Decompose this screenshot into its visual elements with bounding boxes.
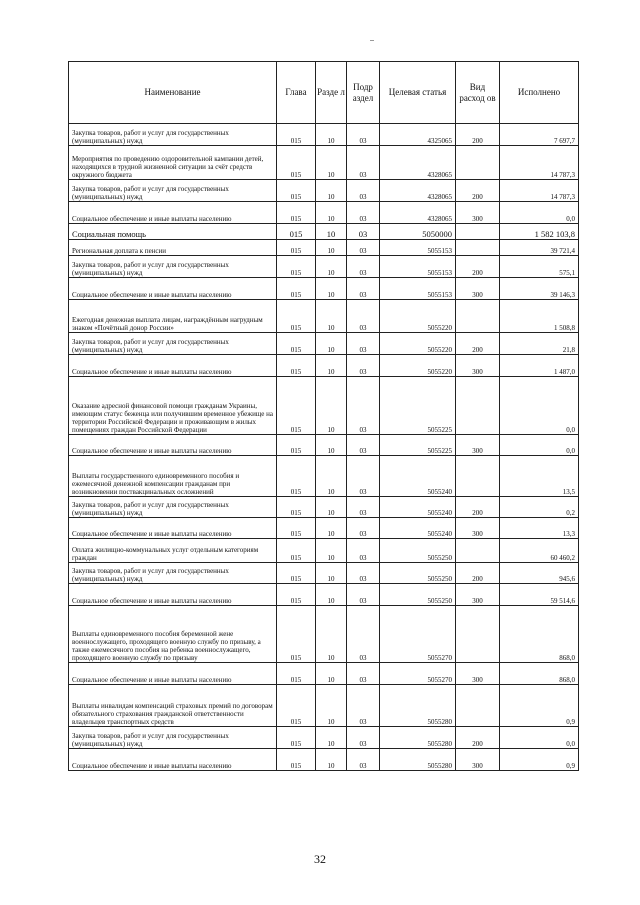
row-vid: 300 xyxy=(456,202,500,224)
row-amount: 868,0 xyxy=(500,606,579,663)
row-vid xyxy=(456,146,500,180)
row-amount: 0,9 xyxy=(500,685,579,727)
row-vid xyxy=(456,300,500,333)
row-amount: 1 508,8 xyxy=(500,300,579,333)
row-target: 5055280 xyxy=(380,727,456,749)
row-glava: 015 xyxy=(277,180,316,202)
row-razdel: 10 xyxy=(316,224,347,240)
row-name: Выплаты единовременного пособия беременной жене военнослужащего, проходящего военную службу по призыву, а также ежемесячного пособия на ребенка военнослужащего, проходящего военную службу по призыву xyxy=(69,606,277,663)
row-glava: 015 xyxy=(277,256,316,278)
row-glava: 015 xyxy=(277,202,316,224)
row-name: Социальное обеспечение и иные выплаты населению xyxy=(69,355,277,377)
row-target: 4328065 xyxy=(380,180,456,202)
table-row xyxy=(69,584,579,606)
row-name: Выплаты инвалидам компенсаций страховых премий по договорам обязательного страхования гражданской ответственности владельцев транспортных средств xyxy=(69,685,277,727)
header-podrazdel: Подр аздел xyxy=(347,62,380,124)
budget-execution-table xyxy=(68,61,579,771)
row-podrazdel: 03 xyxy=(347,749,380,771)
row-podrazdel: 03 xyxy=(347,146,380,180)
row-podrazdel: 03 xyxy=(347,563,380,584)
row-razdel: 10 xyxy=(316,749,347,771)
row-name: Социальное обеспечение и иные выплаты населению xyxy=(69,584,277,606)
header-name: Наименование xyxy=(69,62,277,124)
row-target: 5055220 xyxy=(380,300,456,333)
row-podrazdel: 03 xyxy=(347,278,380,300)
row-glava: 015 xyxy=(277,663,316,685)
row-name: Закупка товаров, работ и услуг для государственных (муниципальных) нужд xyxy=(69,727,277,749)
row-podrazdel: 03 xyxy=(347,180,380,202)
row-amount: 0,9 xyxy=(500,749,579,771)
row-name: Социальное обеспечение и иные выплаты населению xyxy=(69,749,277,771)
row-vid: 300 xyxy=(456,355,500,377)
row-amount: 0,0 xyxy=(500,727,579,749)
row-target: 5055250 xyxy=(380,539,456,563)
header-target: Целевая статья xyxy=(380,62,456,124)
row-amount: 1 582 103,8 xyxy=(500,224,579,240)
row-amount: 39 146,3 xyxy=(500,278,579,300)
row-name: Ежегодная денежная выплата лицам, награждённым нагрудным знаком «Почётный донор России» xyxy=(69,300,277,333)
table-header-row xyxy=(69,62,579,124)
table-row xyxy=(69,333,579,355)
row-target: 5055240 xyxy=(380,456,456,497)
row-glava: 015 xyxy=(277,685,316,727)
row-name: Социальное обеспечение и иные выплаты населению xyxy=(69,202,277,224)
row-target: 5055250 xyxy=(380,584,456,606)
row-razdel: 10 xyxy=(316,539,347,563)
table-row xyxy=(69,377,579,435)
row-target: 5055153 xyxy=(380,278,456,300)
row-name: Закупка товаров, работ и услуг для государственных (муниципальных) нужд xyxy=(69,563,277,584)
row-vid: 300 xyxy=(456,435,500,456)
row-vid: 200 xyxy=(456,727,500,749)
table-row xyxy=(69,146,579,180)
row-vid xyxy=(456,685,500,727)
row-amount: 21,8 xyxy=(500,333,579,355)
row-vid xyxy=(456,377,500,435)
row-amount: 868,0 xyxy=(500,663,579,685)
row-vid xyxy=(456,240,500,256)
table-row xyxy=(69,663,579,685)
header-glava: Глава xyxy=(277,62,316,124)
row-vid: 300 xyxy=(456,584,500,606)
row-name: Оплата жилищно-коммунальных услуг отдельным категориям граждан xyxy=(69,539,277,563)
row-podrazdel: 03 xyxy=(347,497,380,518)
row-glava: 015 xyxy=(277,333,316,355)
row-podrazdel: 03 xyxy=(347,224,380,240)
row-target: 5055270 xyxy=(380,606,456,663)
row-podrazdel: 03 xyxy=(347,685,380,727)
row-amount: 14 787,3 xyxy=(500,146,579,180)
row-vid: 200 xyxy=(456,124,500,146)
row-glava: 015 xyxy=(277,749,316,771)
row-name: Социальное обеспечение и иные выплаты населению xyxy=(69,435,277,456)
row-razdel: 10 xyxy=(316,727,347,749)
row-target: 5055280 xyxy=(380,749,456,771)
row-razdel: 10 xyxy=(316,202,347,224)
row-razdel: 10 xyxy=(316,456,347,497)
row-glava: 015 xyxy=(277,224,316,240)
row-podrazdel: 03 xyxy=(347,377,380,435)
row-glava: 015 xyxy=(277,456,316,497)
row-podrazdel: 03 xyxy=(347,456,380,497)
row-podrazdel: 03 xyxy=(347,124,380,146)
table-row xyxy=(69,124,579,146)
row-amount: 59 514,6 xyxy=(500,584,579,606)
row-razdel: 10 xyxy=(316,685,347,727)
row-name: Закупка товаров, работ и услуг для государственных (муниципальных) нужд xyxy=(69,180,277,202)
row-glava: 015 xyxy=(277,435,316,456)
row-amount: 60 460,2 xyxy=(500,539,579,563)
row-podrazdel: 03 xyxy=(347,202,380,224)
table-row xyxy=(69,749,579,771)
row-vid xyxy=(456,539,500,563)
table-row xyxy=(69,563,579,584)
row-razdel: 10 xyxy=(316,146,347,180)
row-target: 5055220 xyxy=(380,333,456,355)
header-vid: Вид расход ов xyxy=(456,62,500,124)
row-amount: 7 697,7 xyxy=(500,124,579,146)
row-glava: 015 xyxy=(277,377,316,435)
row-target: 4325065 xyxy=(380,124,456,146)
row-razdel: 10 xyxy=(316,518,347,539)
row-amount: 0,0 xyxy=(500,202,579,224)
row-amount: 13,3 xyxy=(500,518,579,539)
row-target: 5055225 xyxy=(380,435,456,456)
row-amount: 0,2 xyxy=(500,497,579,518)
row-glava: 015 xyxy=(277,300,316,333)
row-razdel: 10 xyxy=(316,584,347,606)
row-target: 5055270 xyxy=(380,663,456,685)
row-razdel: 10 xyxy=(316,256,347,278)
row-name: Социальное обеспечение и иные выплаты населению xyxy=(69,518,277,539)
row-glava: 015 xyxy=(277,355,316,377)
row-name: Выплаты государственного единовременного пособия и ежемесячной денежной компенсации гражданам при возникновении поствакцинальных осложнений xyxy=(69,456,277,497)
row-razdel: 10 xyxy=(316,333,347,355)
table-row xyxy=(69,240,579,256)
row-glava: 015 xyxy=(277,584,316,606)
row-name: Закупка товаров, работ и услуг для государственных (муниципальных) нужд xyxy=(69,497,277,518)
row-podrazdel: 03 xyxy=(347,240,380,256)
row-razdel: 10 xyxy=(316,606,347,663)
row-amount: 13,5 xyxy=(500,456,579,497)
row-vid: 300 xyxy=(456,749,500,771)
table-row xyxy=(69,224,579,240)
row-target: 5050000 xyxy=(380,224,456,240)
row-glava: 015 xyxy=(277,497,316,518)
row-amount: 39 721,4 xyxy=(500,240,579,256)
row-vid: 200 xyxy=(456,256,500,278)
table-row xyxy=(69,202,579,224)
row-name: Закупка товаров, работ и услуг для государственных (муниципальных) нужд xyxy=(69,333,277,355)
row-podrazdel: 03 xyxy=(347,663,380,685)
table-row xyxy=(69,685,579,727)
row-amount: 1 487,0 xyxy=(500,355,579,377)
row-vid xyxy=(456,456,500,497)
row-vid: 300 xyxy=(456,663,500,685)
row-podrazdel: 03 xyxy=(347,435,380,456)
row-glava: 015 xyxy=(277,518,316,539)
table-row xyxy=(69,256,579,278)
table-row xyxy=(69,355,579,377)
row-target: 5055240 xyxy=(380,497,456,518)
row-razdel: 10 xyxy=(316,663,347,685)
row-glava: 015 xyxy=(277,146,316,180)
row-razdel: 10 xyxy=(316,240,347,256)
row-vid xyxy=(456,606,500,663)
row-glava: 015 xyxy=(277,539,316,563)
row-vid xyxy=(456,224,500,240)
table-row xyxy=(69,456,579,497)
row-name: Мероприятия по проведению оздоровительной кампании детей, находящихся в трудной жизненной ситуации за счёт средств окружного бюджета xyxy=(69,146,277,180)
row-glava: 015 xyxy=(277,240,316,256)
row-glava: 015 xyxy=(277,606,316,663)
table-row xyxy=(69,606,579,663)
row-amount: 0,0 xyxy=(500,377,579,435)
row-amount: 0,0 xyxy=(500,435,579,456)
page-number: 32 xyxy=(314,852,326,866)
row-target: 5055153 xyxy=(380,240,456,256)
row-vid: 300 xyxy=(456,518,500,539)
row-vid: 200 xyxy=(456,333,500,355)
row-name: Оказание адресной финансовой помощи гражданам Украины, имеющим статус беженца или получившим временное убежище на территории Российской Федерации и проживающим в жилых помещениях граждан Российской Федерации xyxy=(69,377,277,435)
row-podrazdel: 03 xyxy=(347,518,380,539)
row-podrazdel: 03 xyxy=(347,333,380,355)
table-row xyxy=(69,435,579,456)
row-target: 4328065 xyxy=(380,202,456,224)
row-podrazdel: 03 xyxy=(347,606,380,663)
table-row xyxy=(69,497,579,518)
row-razdel: 10 xyxy=(316,435,347,456)
row-amount: 575,1 xyxy=(500,256,579,278)
row-vid: 300 xyxy=(456,278,500,300)
row-name: Социальное обеспечение и иные выплаты населению xyxy=(69,278,277,300)
row-amount: 945,6 xyxy=(500,563,579,584)
row-razdel: 10 xyxy=(316,497,347,518)
table-row xyxy=(69,278,579,300)
table-row xyxy=(69,727,579,749)
header-razdel: Разде л xyxy=(316,62,347,124)
row-razdel: 10 xyxy=(316,355,347,377)
row-podrazdel: 03 xyxy=(347,355,380,377)
row-target: 5055280 xyxy=(380,685,456,727)
scan-mark xyxy=(370,40,374,41)
row-podrazdel: 03 xyxy=(347,539,380,563)
row-podrazdel: 03 xyxy=(347,256,380,278)
row-razdel: 10 xyxy=(316,124,347,146)
row-vid: 200 xyxy=(456,180,500,202)
table-row xyxy=(69,180,579,202)
row-vid: 200 xyxy=(456,497,500,518)
row-podrazdel: 03 xyxy=(347,584,380,606)
row-name: Социальная помощь xyxy=(69,224,277,240)
row-amount: 14 787,3 xyxy=(500,180,579,202)
row-target: 5055250 xyxy=(380,563,456,584)
row-glava: 015 xyxy=(277,727,316,749)
row-name: Региональная доплата к пенсии xyxy=(69,240,277,256)
header-done: Исполнено xyxy=(500,62,579,124)
row-podrazdel: 03 xyxy=(347,727,380,749)
row-name: Социальное обеспечение и иные выплаты населению xyxy=(69,663,277,685)
row-target: 4328065 xyxy=(380,146,456,180)
row-podrazdel: 03 xyxy=(347,300,380,333)
row-razdel: 10 xyxy=(316,180,347,202)
table-row xyxy=(69,518,579,539)
table-row xyxy=(69,300,579,333)
row-razdel: 10 xyxy=(316,377,347,435)
row-glava: 015 xyxy=(277,563,316,584)
row-target: 5055153 xyxy=(380,256,456,278)
row-razdel: 10 xyxy=(316,278,347,300)
row-vid: 200 xyxy=(456,563,500,584)
row-razdel: 10 xyxy=(316,300,347,333)
row-razdel: 10 xyxy=(316,563,347,584)
row-target: 5055220 xyxy=(380,355,456,377)
row-glava: 015 xyxy=(277,278,316,300)
row-glava: 015 xyxy=(277,124,316,146)
row-target: 5055240 xyxy=(380,518,456,539)
table-row xyxy=(69,539,579,563)
row-name: Закупка товаров, работ и услуг для государственных (муниципальных) нужд xyxy=(69,256,277,278)
row-target: 5055225 xyxy=(380,377,456,435)
row-name: Закупка товаров, работ и услуг для государственных (муниципальных) нужд xyxy=(69,124,277,146)
